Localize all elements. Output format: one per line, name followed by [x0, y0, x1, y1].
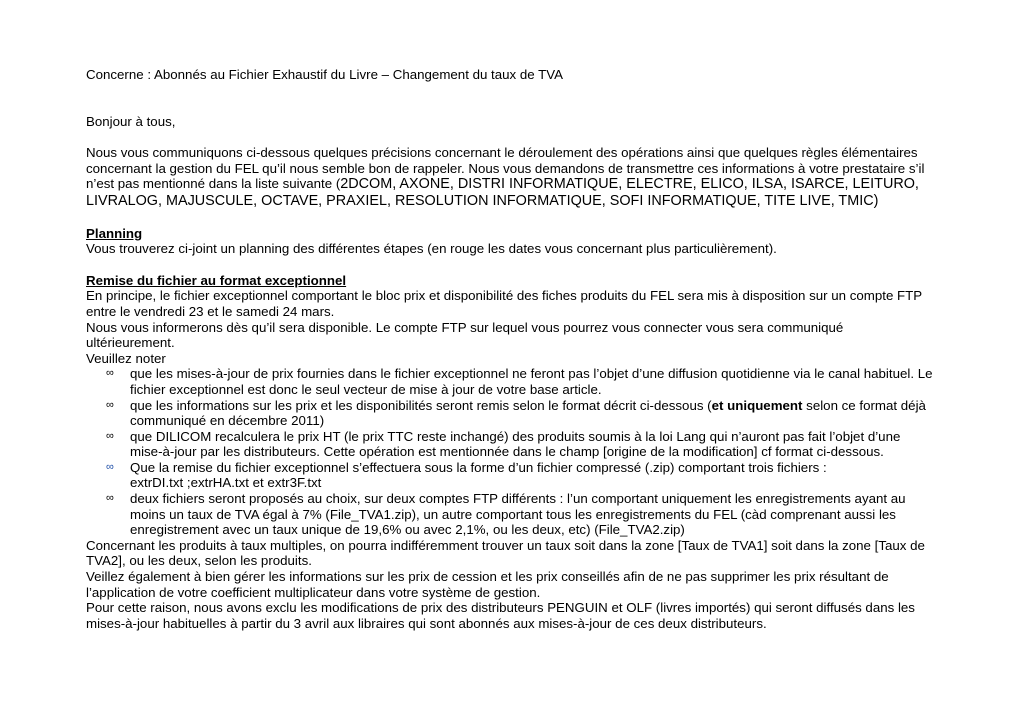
note-3-line-1: que DILICOM recalculera le prix HT (le prix TTC reste inchangé) des produits soumis à la loi Lang qui n’auront pas fait l’objet d’une: [130, 428, 901, 444]
remise-p3-line-2: TVA2], ou les deux, selon les produits.: [86, 553, 312, 569]
document-body: [86, 67, 946, 631]
notes-list: [86, 366, 946, 538]
list-item: [106, 491, 946, 538]
greeting: Bonjour à tous,: [86, 113, 176, 129]
remise-p4-line-2: l’application de votre coefficient multiplicateur dans votre système de gestion.: [86, 584, 541, 600]
remise-heading: Remise du fichier au format exceptionnel: [86, 272, 347, 288]
list-item: [106, 428, 946, 460]
note-4-line-2: extrDI.txt ;extrHA.txt et extr3F.txt: [130, 475, 322, 491]
note-label: Veuillez noter: [86, 350, 166, 366]
note-2-text-c: selon ce format déjà: [802, 397, 926, 413]
note-4-line-1: Que la remise du fichier exceptionnel s’effectuera sous la forme d’un fichier compressé (.zip) comportant trois fichiers :: [130, 459, 827, 475]
remise-p3-line-1: Concernant les produits à taux multiples, on pourra indifféremment trouver un taux soit dans la zone [Taux de TVA1] soit dans la zone [Taux de: [86, 537, 925, 553]
remise-p1-line-2: entre le vendredi 23 et le samedi 24 mars.: [86, 303, 335, 319]
note-2-emphasis: et uniquement: [711, 397, 803, 413]
note-1-line-1: que les mises-à-jour de prix fournies dans le fichier exceptionnel ne feront pas l’objet d’une diffusion quotidienne via le canal habituel. Le: [130, 366, 933, 382]
note-3-line-2: mise-à-jour par les distributeurs. Cette opération est mentionnée dans le champ [origine de la modification] cf format ci-dessous.: [130, 444, 884, 460]
planning-text: Vous trouverez ci-joint un planning des différentes étapes (en rouge les dates vous concernant plus particulièrement).: [86, 241, 777, 257]
remise-p5-line-2: mises-à-jour habituelles à partir du 3 avril aux libraires qui sont abonnés aux mises-à-jour de ces deux distributeurs.: [86, 615, 767, 631]
note-5-line-3: enregistrement avec un taux unique de 19,6% ou avec 2,1%, ou les deux, etc) (File_TVA2.zip): [130, 522, 685, 538]
intro-line-1: Nous vous communiquons ci-dessous quelques précisions concernant le déroulement des opérations ainsi que quelques règles élémentaires: [86, 145, 918, 161]
intro-line-2: concernant la gestion du FEL qu’il nous semble bon de rappeler. Nous vous demandons de transmettre ces informations à votre prestataire s’il: [86, 160, 925, 176]
remise-p5-line-1: Pour cette raison, nous avons exclu les modifications de prix des distributeurs PENGUIN et OLF (livres importés) qui seront diffusés dans les: [86, 600, 915, 616]
note-1-line-2: fichier exceptionnel est donc le seul vecteur de mise à jour de votre base article.: [130, 381, 602, 397]
list-item: [106, 397, 946, 429]
remise-p4-line-1: Veillez également à bien gérer les informations sur les prix de cession et les prix conseillés afin de ne pas supprimer les prix résultant de: [86, 569, 889, 585]
remise-section: [86, 273, 946, 632]
infinity-bullet-icon: ∞: [106, 367, 114, 380]
provider-list-start: 2DCOM, AXONE, DISTRI INFORMATIQUE, ELECTRE, ELICO, ILSA, ISARCE, LEITURO,: [340, 176, 919, 193]
provider-list-end: LIVRALOG, MAJUSCULE, OCTAVE, PRAXIEL, RESOLUTION INFORMATIQUE, SOFI INFORMATIQUE, TITE LIVE, TMIC): [86, 192, 879, 209]
planning-heading: Planning: [86, 225, 143, 241]
note-2-text-a: que les informations sur les prix et les disponibilités seront remis selon le format décrit ci-dessous (: [130, 397, 712, 413]
infinity-bullet-icon: ∞: [106, 492, 114, 505]
note-5-line-2: moins un taux de TVA égal à 7% (File_TVA1.zip), un autre comportant tous les enregistrements du FEL (càd comprenant aussi les: [130, 506, 896, 522]
note-5-line-1: deux fichiers seront proposés au choix, sur deux comptes FTP différents : l’un comportant uniquement les enregistrements ayant au: [130, 491, 906, 507]
remise-p2-line-1: Nous vous informerons dès qu’il sera disponible. Le compte FTP sur lequel vous pourrez vous connecter vous sera communiqué: [86, 319, 844, 335]
intro-paragraph: [86, 145, 946, 209]
list-item: [106, 366, 946, 397]
infinity-bullet-icon: ∞: [106, 429, 114, 442]
infinity-bullet-icon: ∞: [106, 460, 114, 473]
infinity-bullet-icon: ∞: [106, 398, 114, 411]
remise-p2-line-2: ultérieurement.: [86, 335, 175, 351]
subject-line: Concerne : Abonnés au Fichier Exhaustif du Livre – Changement du taux de TVA: [86, 67, 564, 82]
remise-p1-line-1: En principe, le fichier exceptionnel comportant le bloc prix et disponibilité des fiches produits du FEL sera mis à disposition sur un compte FTP: [86, 288, 923, 304]
intro-line-3: [86, 176, 946, 193]
note-2-line-2: communiqué en décembre 2011): [130, 413, 325, 429]
planning-section: [86, 226, 946, 257]
intro-line-3-start: n’est pas mentionné dans la liste suivante (: [86, 176, 341, 192]
list-item: [106, 459, 946, 491]
note-2-line-1: [130, 398, 946, 414]
